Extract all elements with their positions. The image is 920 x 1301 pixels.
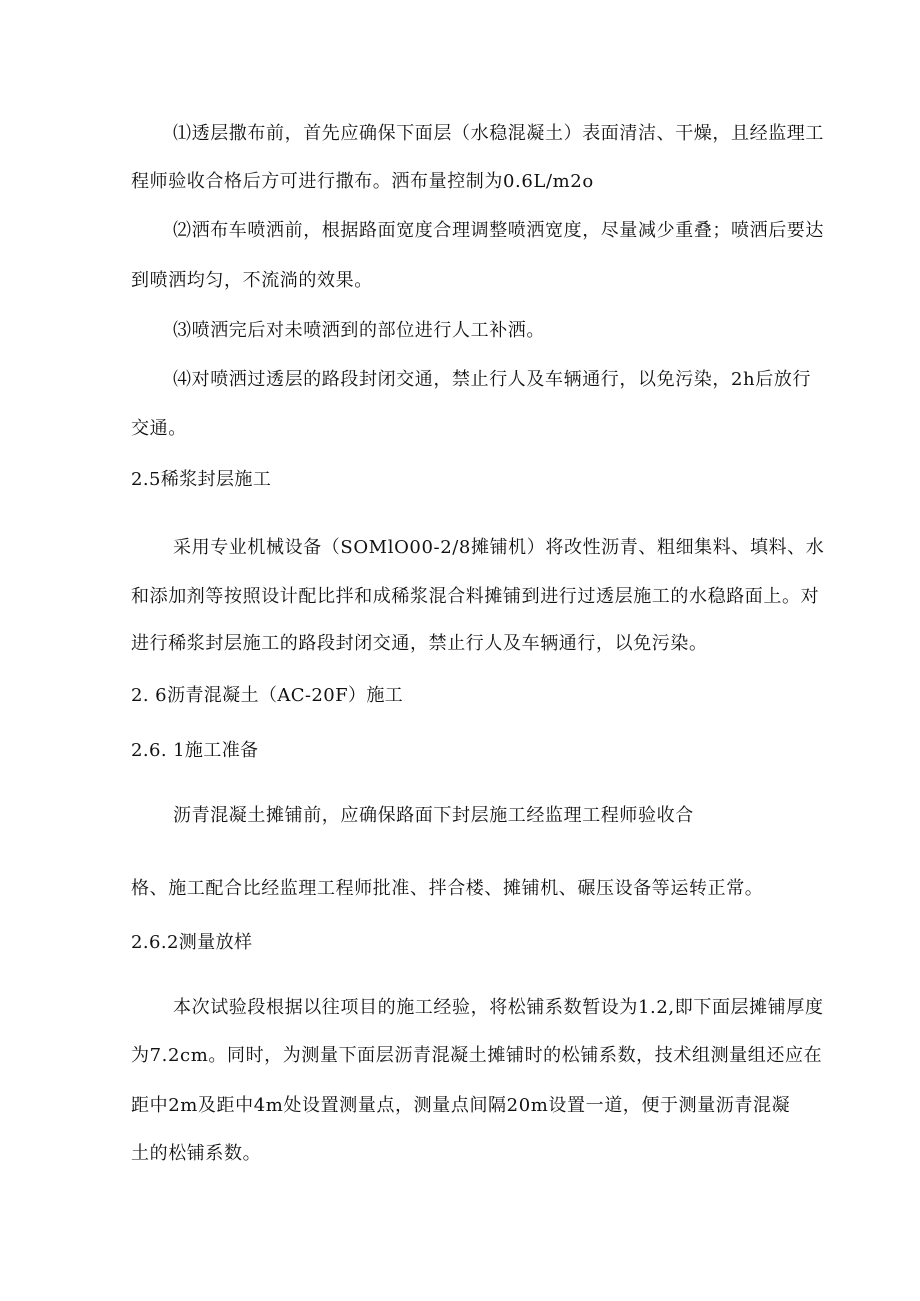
paragraph-5-line-3: 进行稀浆封层施工的路段封闭交通，禁止行人及车辆通行，以免污染。 xyxy=(131,633,708,654)
paragraph-1-line-2: 程师验收合格后方可进行撒布。洒布量控制为0.6L∕m2o xyxy=(131,171,594,192)
paragraph-8-line-3: 距中2m及距中4m处设置测量点，测量点间隔20m设置一道，便于测量沥青混凝 xyxy=(131,1095,791,1116)
paragraph-6-line-1: 沥青混凝土摊铺前，应确保路面下封层施工经监理工程师验收合 xyxy=(173,805,694,826)
section-heading-2-6-1: 2.6. 1施工准备 xyxy=(131,740,259,761)
paragraph-1-line-1: ⑴透层撒布前，首先应确保下面层（水稳混凝土）表面清洁、干燥，且经监理工 xyxy=(173,123,824,144)
section-heading-2-6-2: 2.6.2测量放样 xyxy=(131,932,253,953)
section-heading-2-6: 2. 6沥青混凝土（AC-20F）施工 xyxy=(131,685,404,706)
paragraph-4-line-1: ⑷对喷洒过透层的路段封闭交通，禁止行人及车辆通行，以免污染，2h后放行 xyxy=(173,369,812,390)
paragraph-3-line-1: ⑶喷洒完后对未喷洒到的部位进行人工补洒。 xyxy=(173,320,545,341)
paragraph-2-line-2: 到喷洒均匀，不流淌的效果。 xyxy=(131,270,373,291)
paragraph-7-line-1: 格、施工配合比经监理工程师批准、拌合楼、摊铺机、碾压设备等运转正常。 xyxy=(131,878,764,899)
paragraph-5-line-1: 采用专业机械设备（SOMlO00-2/8摊铺机）将改性沥青、粗细集料、填料、水 xyxy=(173,537,825,558)
paragraph-8-line-1: 本次试验段根据以往项目的施工经验，将松铺系数暂设为1.2,即下面层摊铺厚度 xyxy=(173,997,824,1018)
section-heading-2-5: 2.5稀浆封层施工 xyxy=(131,469,272,490)
paragraph-8-line-2: 为7.2cm。同时，为测量下面层沥青混凝土摊铺时的松铺系数，技术组测量组还应在 xyxy=(131,1045,823,1066)
paragraph-4-line-2: 交通。 xyxy=(131,418,187,439)
paragraph-5-line-2: 和添加剂等按照设计配比拌和成稀浆混合料摊铺到进行过透层施工的水稳路面上。对 xyxy=(131,586,820,607)
paragraph-2-line-1: ⑵洒布车喷洒前，根据路面宽度合理调整喷洒宽度，尽量减少重叠；喷洒后要达 xyxy=(173,220,824,241)
paragraph-8-line-4: 土的松铺系数。 xyxy=(131,1143,262,1164)
